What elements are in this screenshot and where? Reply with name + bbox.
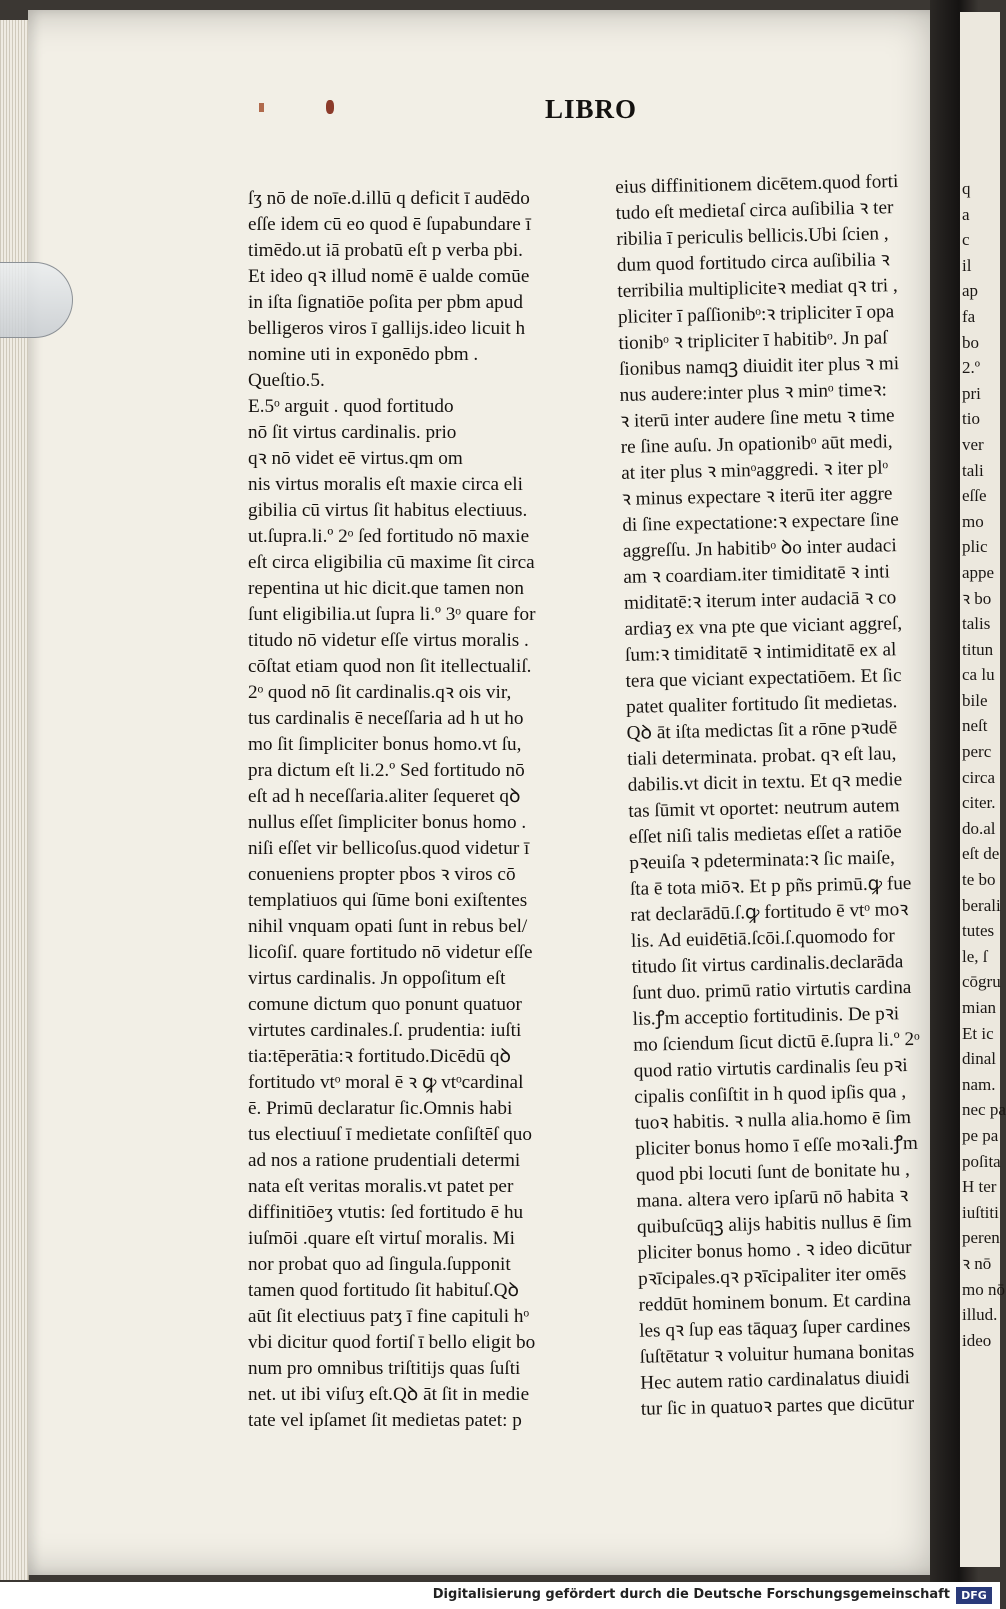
text-fragment: bo xyxy=(962,332,979,352)
left-text-column xyxy=(248,186,566,1434)
page-header: LIBRO xyxy=(545,94,638,124)
text-fragment: ver xyxy=(962,434,984,454)
text-line: ut.ſupra.li.º 2ᵒ ſed fortitudo nō maxie xyxy=(248,526,530,547)
text-line: nis virtus moralis eſt maxie circa eli xyxy=(248,474,523,495)
text-line: pliciter bonus homo . ꝛ ideo dicūtur xyxy=(637,1237,912,1264)
text-line: ribilia ī periculis bellicis.Ubi ſcien , xyxy=(616,223,889,250)
right-text-column xyxy=(615,169,941,1423)
page-clip xyxy=(0,262,73,338)
text-line: Queſtio.5. xyxy=(248,370,325,391)
text-fragment: a xyxy=(962,204,970,224)
text-line: conueniens propter pbos ꝛ viros cō xyxy=(248,864,516,885)
text-fragment: berali xyxy=(962,895,1001,915)
text-fragment: ꝛ nō xyxy=(962,1253,992,1273)
text-line: mo ſciendum ſicut dictū ē.ſupra li.º 2ᵒ xyxy=(633,1028,920,1056)
text-line: tia:tēperātia:ꝛ fortitudo.Dicēdū qꝺ xyxy=(248,1046,512,1067)
text-line: cipalis conſiſtit in h quod ipſis qua , xyxy=(634,1081,907,1108)
text-line: Qꝺ āt iſta medictas ſit a rōne pꝛudē xyxy=(626,717,898,744)
text-line: num pro omnibus triſtitijs quas ſuſti xyxy=(248,1358,521,1379)
text-line: ſionibus namqꝫ diuidit iter plus ꝛ mi xyxy=(618,353,900,380)
text-line: qꝛ nō videt eē virtus.qm om xyxy=(248,448,463,469)
text-fragment: tali xyxy=(962,460,984,480)
text-fragment: do.al xyxy=(962,818,996,838)
text-line: eius diffinitionem dicētem.quod forti xyxy=(615,171,899,198)
text-fragment: pri xyxy=(962,383,981,403)
text-line: titudo nō videtur eſſe virtus moralis . xyxy=(248,630,529,651)
text-line: pꝛīcipales.qꝛ pꝛīcipaliter iter omēs xyxy=(637,1263,907,1290)
text-line: tera que viciant expectatiōem. Et ſic xyxy=(625,665,902,692)
text-line: niſi eſſet vir bellicoſus.quod videtur ī xyxy=(248,838,530,859)
text-fragment: ca lu xyxy=(962,665,995,685)
text-line: virtus cardinalis. Jn oppoſitum eſt xyxy=(248,968,506,989)
text-fragment: eſt de xyxy=(962,844,1000,864)
text-line: les qꝛ ſup eas tāquaʒ ſuper cardines xyxy=(639,1315,911,1342)
text-fragment: bile xyxy=(962,690,988,710)
text-line: eſſe idem cū eo quod ē ſupabundare ī xyxy=(248,214,531,235)
facing-page-text-fragments xyxy=(962,176,1006,1353)
text-line: ſʒ nō de noīe.d.illū q deficit ī audēdo xyxy=(248,188,530,209)
text-line: quibuſcūqꝫ alijs habitis nullus ē ſim xyxy=(636,1211,912,1238)
text-line: belligeros viros ī gallijs.ideo licuit h xyxy=(248,318,526,339)
text-line: quod ratio virtutis cardinalis ſeu pꝛi xyxy=(633,1055,908,1082)
text-fragment: fa xyxy=(962,306,976,326)
text-line: lis.ꝭm acceptio fortitudinis. De pꝛi xyxy=(632,1003,900,1030)
text-line: net. ut ibi viſuʒ eſt.Qꝺ āt ſit in medie xyxy=(248,1384,530,1405)
text-line: tiali determinata. probat. qꝛ eſt lau, xyxy=(627,743,897,770)
text-line: ē. Primū declaratur ſic.Omnis habi xyxy=(248,1098,513,1119)
text-fragment: plic xyxy=(962,537,988,557)
text-line: tudo eſt medietaſ circa auſibilia ꝛ ter xyxy=(615,197,894,224)
text-line: tionibᵒ ꝛ tripliciter ī habitibᵒ. Jn paſ xyxy=(618,327,888,354)
text-line: pra dictum eſt li.2.º Sed fortitudo nō xyxy=(248,760,525,781)
text-line: gibilia cū virtus ſit habitus electiuus. xyxy=(248,500,528,521)
text-line: aūt ſit electiuus patʒ ī fine capituli hᵒ xyxy=(248,1306,529,1327)
text-line: pliciter bonus homo ī eſſe moꝛali.ꝭm xyxy=(635,1132,919,1160)
text-line: dum quod fortitudo circa auſibilia ꝛ xyxy=(616,249,890,276)
text-fragment: q xyxy=(962,179,971,198)
text-fragment: c xyxy=(962,230,970,250)
text-fragment: ꝛ bo xyxy=(962,588,992,608)
rubric-mark xyxy=(259,103,264,112)
text-line: vbi dicitur quod fortiſ ī bello eligit bo xyxy=(248,1332,536,1353)
text-line: titudo ſit virtus cardinalis.declarāda xyxy=(631,951,904,978)
footer-credit: Digitalisierung gefördert durch die Deutsche Forschungsgemeinschaft xyxy=(432,1587,950,1602)
text-fragment: appe xyxy=(962,562,995,582)
text-line: diffinitiōeʒ vtutis: ſed fortitudo ē hu xyxy=(248,1202,524,1223)
text-line: nihil vnquam opati ſunt in rebus bel/ xyxy=(248,916,528,937)
text-line: eſt circa eligibilia cū maxime ſit circa xyxy=(248,552,535,573)
text-fragment: tio xyxy=(962,409,980,429)
text-line: timēdo.ut iā probatū eſt p verba pbi. xyxy=(248,240,523,261)
text-line: tus electiuuſ ī medietate conſiſtēſ quo xyxy=(248,1124,532,1145)
text-line: nō ſit virtus cardinalis. prio xyxy=(248,422,457,443)
text-line: Hec autem ratio cardinalatus diuidi xyxy=(640,1367,911,1394)
text-line: tamen quod fortitudo ſit habituſ.Qꝺ xyxy=(248,1280,520,1301)
text-fragment: 2.º xyxy=(962,358,981,378)
text-line: 2ᵒ quod nō ſit cardinalis.qꝛ ois vir, xyxy=(248,682,512,703)
text-line: tuoꝛ habitis. ꝛ nulla alia.homo ē ſim xyxy=(634,1107,912,1134)
text-line: tur ſic in quatuoꝛ partes que dicūtur xyxy=(640,1393,915,1420)
text-fragment: nam. xyxy=(962,1074,996,1094)
text-line: comune dictum quo ponunt quatuor xyxy=(248,994,522,1015)
text-fragment: il xyxy=(962,255,972,275)
text-fragment: nec pa xyxy=(962,1100,1006,1120)
text-line: tate vel ipſamet ſit medietas patet: p xyxy=(248,1410,522,1431)
text-line: ſum:ꝛ timiditatē ꝛ intimiditatē ex al xyxy=(624,639,897,666)
text-line: repentina ut hic dicit.que tamen non xyxy=(248,578,524,599)
text-line: ſunt duo. primū ratio virtutis cardina xyxy=(631,976,912,1004)
text-fragment: le, ſ xyxy=(962,946,988,966)
text-line: nor probat quo ad ſingula.ſupponit xyxy=(248,1254,511,1275)
text-fragment: poſita xyxy=(962,1151,1001,1171)
text-line: tus cardinalis ē neceſſaria ad h ut ho xyxy=(248,708,524,729)
text-line: ꝛ minus expectare ꝛ iterū iter aggre xyxy=(621,483,893,510)
text-fragment: mo nō xyxy=(962,1279,1005,1299)
text-line: quod pbi locuti ſunt de bonitate hu , xyxy=(635,1159,911,1186)
text-line: eſſet niſi talis medietas eſſet a ratiōe xyxy=(628,821,902,848)
text-line: licoſiſ. quare fortitudo nō videtur eſſe xyxy=(248,942,533,963)
text-fragment: peren xyxy=(962,1228,1000,1248)
text-fragment: circa xyxy=(962,767,996,787)
text-fragment: perc xyxy=(962,742,992,762)
text-line: ſunt eligibilia.ut ſupra li.º 3ᵒ quare for xyxy=(248,604,536,625)
text-line: terribilia multipliciteꝛ mediat qꝛ tri , xyxy=(617,275,898,302)
text-line: iuſmōi .quare eſt virtuſ moralis. Mi xyxy=(248,1228,515,1249)
text-line: nomine uti in exponēdo pbm . xyxy=(248,344,479,365)
text-line: patet qualiter fortitudo ſit medietas. xyxy=(625,691,898,718)
text-line: di ſine expectatione:ꝛ expectare ſine xyxy=(622,509,900,536)
text-fragment: talis xyxy=(962,614,991,634)
text-line: cōſtat etiam quod non ſit itellectualiſ. xyxy=(248,656,532,677)
text-fragment: H ter xyxy=(962,1177,997,1197)
text-line: re ſine auſu. Jn opationibᵒ aūt medi, xyxy=(620,431,893,458)
text-fragment: pe pa xyxy=(962,1125,999,1145)
text-line: nullus eſſet ſimpliciter bonus homo . xyxy=(248,812,527,833)
text-fragment: citer. xyxy=(962,793,996,813)
text-fragment: ap xyxy=(962,281,979,301)
text-line: am ꝛ coardiam.iter timiditatē ꝛ inti xyxy=(623,561,891,588)
text-line: ſuſtētatur ꝛ voluitur humana bonitas xyxy=(639,1340,915,1368)
text-line: reddūt hominem bonum. Et cardina xyxy=(638,1289,912,1316)
text-line: Et ideo qꝛ illud nomē ē ualde comūe xyxy=(248,266,530,287)
text-line: miditatē:ꝛ iterum inter audaciā ꝛ co xyxy=(623,587,897,614)
book-page-edges xyxy=(0,20,29,1580)
text-fragment: neſt xyxy=(962,716,988,736)
text-line: rat declarādū.ſ.ꝙ fortitudo ē vtᵒ moꝛ xyxy=(630,899,909,926)
footer-bar xyxy=(0,1582,1000,1609)
text-line: eſt ad h neceſſaria.aliter ſequeret qꝺ xyxy=(248,786,521,807)
text-fragment: illud. xyxy=(962,1305,998,1325)
text-line: pliciter ī paſſionibᵒ:ꝛ tripliciter ī opa xyxy=(617,301,895,328)
text-line: dabilis.vt dicit in textu. Et qꝛ medie xyxy=(627,769,903,796)
text-line: nus audere:inter plus ꝛ minᵒ timeꝛ: xyxy=(619,379,888,406)
text-fragment: te bo xyxy=(962,870,996,890)
text-fragment: tutes xyxy=(962,921,995,941)
text-line: ad nos a ratione prudentiali determi xyxy=(248,1150,521,1171)
text-fragment: dinal xyxy=(962,1049,996,1069)
text-line: in iſta ſignatiōe poſita per pbm apud xyxy=(248,292,523,313)
text-line: tas ſūmit vt oportet: neutrum autem xyxy=(628,795,900,822)
text-fragment: ideo xyxy=(962,1330,992,1350)
text-line: virtutes cardinales.ſ. prudentia: iuſti xyxy=(248,1020,522,1041)
text-line: nata eſt veritas moralis.vt patet per xyxy=(248,1176,514,1197)
text-fragment: mo xyxy=(962,511,984,531)
text-fragment: eſſe xyxy=(962,486,987,506)
text-line: ꝛ iterū inter audere ſine metu ꝛ time xyxy=(619,405,895,432)
text-line: mana. altera vero ipſarū nō habita ꝛ xyxy=(636,1185,909,1212)
text-line: at iter plus ꝛ minᵒaggredi. ꝛ iter plᵒ xyxy=(621,457,889,484)
text-line: pꝛeuiſa ꝛ pdeterminata:ꝛ ſic maiſe, xyxy=(629,847,896,874)
text-fragment: iuſtiti xyxy=(962,1202,999,1222)
text-fragment: titun xyxy=(962,639,994,659)
text-fragment: Et ic xyxy=(962,1023,994,1043)
text-line: mo ſit ſimpliciter bonus homo.vt ſu, xyxy=(248,734,522,755)
text-fragment: mian xyxy=(962,998,996,1017)
dfg-logo: DFG xyxy=(956,1587,992,1604)
text-fragment: cōgru xyxy=(962,972,1001,992)
text-line: ardiaʒ ex vna pte que viciant aggreſ, xyxy=(624,613,903,640)
text-line: templatiuos qui ſūme boni exiſtentes xyxy=(248,890,528,911)
rubric-ornament xyxy=(326,100,334,114)
text-line: lis. Ad euidētiā.ſcōi.ſ.quomodo for xyxy=(630,925,896,952)
text-line: aggreſſu. Jn habitibᵒ ꝺo inter audaci xyxy=(622,535,897,562)
text-line: E.5ᵒ arguit . quod fortitudo xyxy=(248,396,454,417)
text-line: fortitudo vtᵒ moral ē ꝛ ꝙ vtᵒcardinal xyxy=(248,1072,524,1093)
text-line: ſta ē tota miōꝛ. Et p pñs primū.ꝙ fue xyxy=(629,872,912,900)
